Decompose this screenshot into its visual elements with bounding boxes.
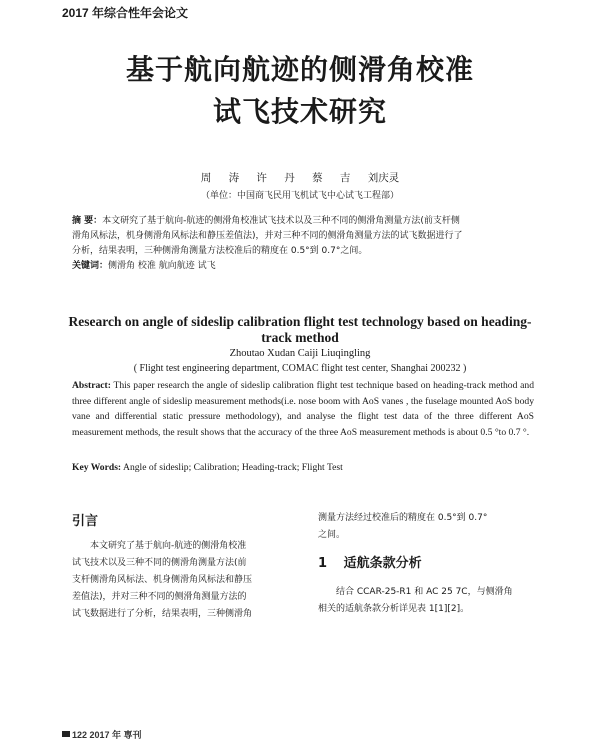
intro-line: 试飞技术以及三种不同的侧滑角测量方法(前 [72,558,247,568]
abstract-cn-line: 摘 要：本文研究了基于航向-航迹的侧滑角校准试飞技术以及三种不同的侧滑角测量方法(前支杆侧 [72,216,460,226]
paper-title-line-2: 试飞技术研究 [212,95,387,128]
abstract-cn-line: 滑角风标法，机身侧滑角风标法和静压差值法)，并对三种不同的侧滑角测量方法的试飞数据进行了 [72,231,463,241]
abstract-cn-line: 分析，结果表明，三种侧滑角测量方法校准后的精度在 0.5°到 0.7°之间。 [72,246,368,256]
intro-line: 差值法)，并对三种不同的侧滑角测量方法的 [72,592,247,602]
right-line: 测量方法经过校准后的精度在 0.5°到 0.7° [318,513,488,523]
keywords-cn: 关键词：侧滑角 校准 航向航迹 试飞 [72,261,216,271]
intro-line: 试飞数据进行了分析，结果表明，三种侧滑角 [72,609,253,619]
keywords-en-text: Angle of sideslip; Calibration; Heading-track; Flight Test [123,462,343,473]
keywords-cn-label: 关键词： [72,261,109,271]
right-line: 之间。 [318,530,346,540]
keywords-en [72,460,534,476]
abstract-en-text: This paper research the angle of sideslip calibration flight test technique based on heading-track method and three different angle of sideslip measurement methods(i.e. nose boom with AoS vanes , the fuselage mounted AoS body vane and differential static pressure methodology), and analyse the flight test data of the three different AoS measurement methods, the result shows that the accuracy of the three AoS measurement methods is about 0.5 °to 0.7 °. [72,380,534,438]
section-intro-heading: 引言 [72,514,99,529]
right-column-text [318,510,543,544]
intro-line: 支杆侧滑角风标法、机身侧滑角风标法和静压 [72,575,253,585]
footer-marker [62,731,70,737]
affiliation-cn: （单位：中国商飞民用飞机试飞中心试飞工程部） [200,191,399,201]
running-header: 2017 年综合性年会论文 [62,6,189,20]
authors-cn: 周 涛 许 丹 蔡 吉 刘庆灵 [200,172,400,184]
intro-paragraph [72,538,294,623]
authors-en: Zhoutao Xudan Caiji Liuqingling [229,348,371,359]
abstract-cn-label: 摘 要： [72,216,103,226]
section-1-heading [318,552,422,571]
page-footer: 122 2017 年 専刊 [72,730,142,740]
affiliation-en: ( Flight test engineering department, COMAC flight test center, Shanghai 200232 ) [133,363,467,374]
keywords-en-label: Key Words: [72,462,122,473]
section-1-paragraph [318,584,543,618]
section-1-title: 适航条款分析 [343,556,422,571]
abstract-en-label: Abstract: [72,380,111,391]
abstract-en [72,378,534,440]
section-1-line: 相关的适航条款分析详见表 1[1][2]。 [318,604,470,614]
paper-title-line-1: 基于航向航迹的侧滑角校准 [125,53,474,86]
section-1-number: 1 [318,556,328,571]
intro-line: 本文研究了基于航向-航迹的侧滑角校准 [90,541,247,551]
section-1-line: 结合 CCAR-25-R1 和 AC 25 7C，与侧滑角 [336,587,513,597]
paper-title-en: Research on angle of sideslip calibration flight test technology based on heading-track method [68,314,532,345]
abstract-cn [72,214,532,274]
